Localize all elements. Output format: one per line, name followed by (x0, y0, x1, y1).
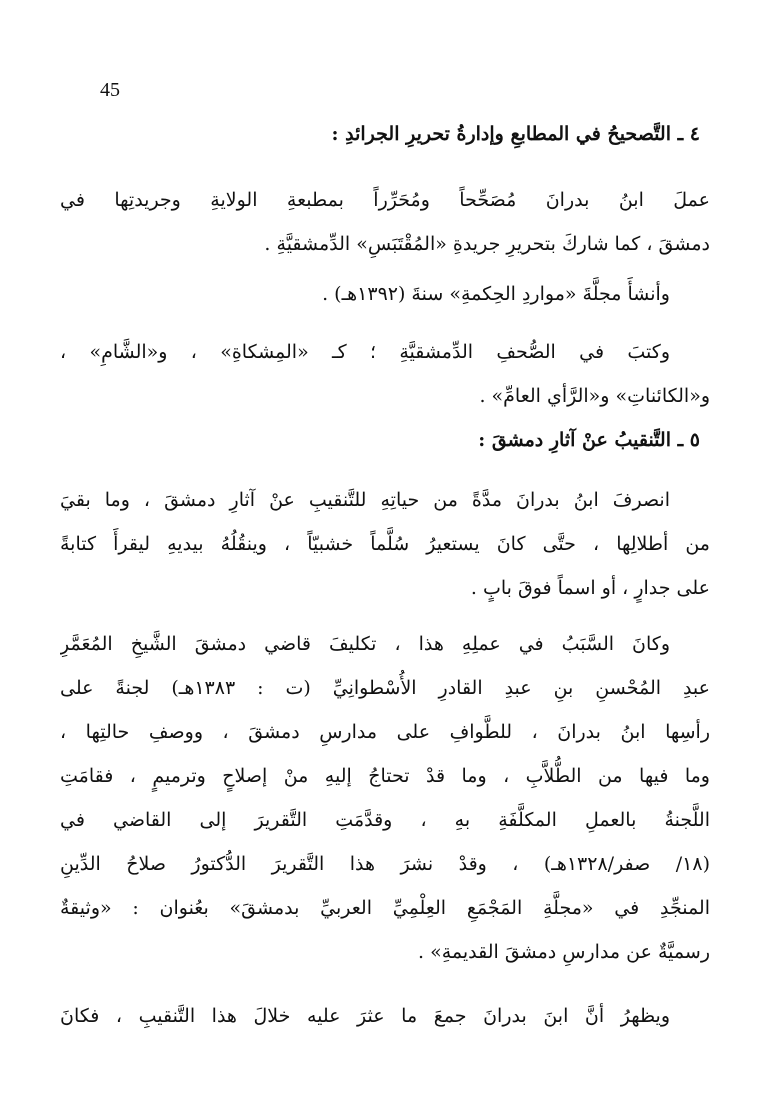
paragraph-5-line-2: عبدِ المُحْسنِ بنِ عبدِ القادرِ الأُسْطوانِيِّ (ت : ١٣٨٣هـ) لجنةً على (60, 677, 710, 699)
paragraph-5-line-8: رسميَّةٌ عن مدارسِ دمشقَ القديمةِ» . (417, 941, 710, 963)
section-4-heading-block (60, 112, 710, 156)
paragraph-1-line-2: دمشقَ ، كما شاركَ بتحريرِ جريدةِ «المُقْتَبَسِ» الدِّمشقيَّةِ . (264, 233, 710, 255)
paragraph-2-line-1: وأنشأَ مجلَّةَ «مواردِ الحِكمةِ» سنةَ (١٣٩٢هـ) . (322, 283, 670, 305)
paragraph-1-line-1: عملَ ابنُ بدرانَ مُصَحِّحاً ومُحَرِّراً بمطبعةِ الولايةِ وجريدتِها في (60, 189, 710, 211)
paragraph-4-line-3: على جدارٍ ، أو اسماً فوقَ بابٍ . (470, 577, 710, 599)
paragraph-5-line-7: المنجِّدِ في «مجلَّةِ المَجْمَعِ العِلْمِيِّ العربيِّ بدمشقَ» بعُنوان : «وثيقةٌ (60, 897, 710, 919)
paragraph-6-line-1: ويظهرُ أنَّ ابنَ بدرانَ جمعَ ما عثرَ عليه خلالَ هذا التَّنقيبِ ، فكانَ (60, 1005, 670, 1027)
page-number: 45 (100, 79, 120, 101)
paragraph-5-line-4: وما فيها من الطُّلاَّبِ ، وما قدْ تحتاجُ إليهِ منْ إصلاحٍ وترميمٍ ، فقامَتِ (60, 765, 710, 787)
section-5-heading-block (60, 418, 710, 462)
paragraph-4 (60, 478, 710, 610)
paragraph-5-line-5: اللَّجنةُ بالعملِ المكلَّفَةِ بهِ ، وقدَّمَتِ التَّقريرَ إلى القاضي في (60, 809, 710, 831)
paragraph-2 (60, 272, 710, 316)
paragraph-4-line-2: من أطلالِها ، حتَّى كانَ يستعيرُ سُلَّماً خشبيّاً ، وينقُلُهُ بيديهِ ليقرأَ كتابةً (60, 533, 710, 555)
paragraph-4-line-1: انصرفَ ابنُ بدرانَ مدَّةً من حياتِهِ للتَّنقيبِ عنْ آثارِ دمشقَ ، وما بقيَ (60, 489, 670, 511)
paragraph-5 (60, 622, 710, 974)
paragraph-5-line-6: (١٨/ صفر/١٣٢٨هـ) ، وقدْ نشرَ هذا التَّقريرَ الدُّكتورُ صلاحُ الدِّينِ (60, 853, 710, 875)
paragraph-5-line-3: رأسِها ابنُ بدرانَ ، للطَّوافِ على مدارسِ دمشقَ ، ووصفِ حالتِها ، (60, 721, 710, 743)
section-4-heading: ٤ ـ التَّصحيحُ في المطابعِ وإدارةُ تحريرِ الجرائدِ : (331, 123, 700, 145)
paragraph-1 (60, 178, 710, 266)
paragraph-3-line-2: و«الكائناتِ» و«الرَّأي العامِّ» . (479, 385, 710, 407)
section-5-heading: ٥ ـ التَّنقيبُ عنْ آثارِ دمشقَ : (478, 429, 700, 451)
paragraph-5-line-1: وكانَ السَّبَبُ في عملِهِ هذا ، تكليفَ قاضي دمشقَ الشَّيخِ المُعَمَّرِ (60, 633, 670, 655)
paragraph-3-line-1: وكتبَ في الصُّحفِ الدِّمشقيَّةِ ؛ كـ «المِشكاةِ» ، و«الشَّامِ» ، (60, 341, 670, 363)
paragraph-3 (60, 330, 710, 418)
paragraph-6 (60, 994, 710, 1038)
